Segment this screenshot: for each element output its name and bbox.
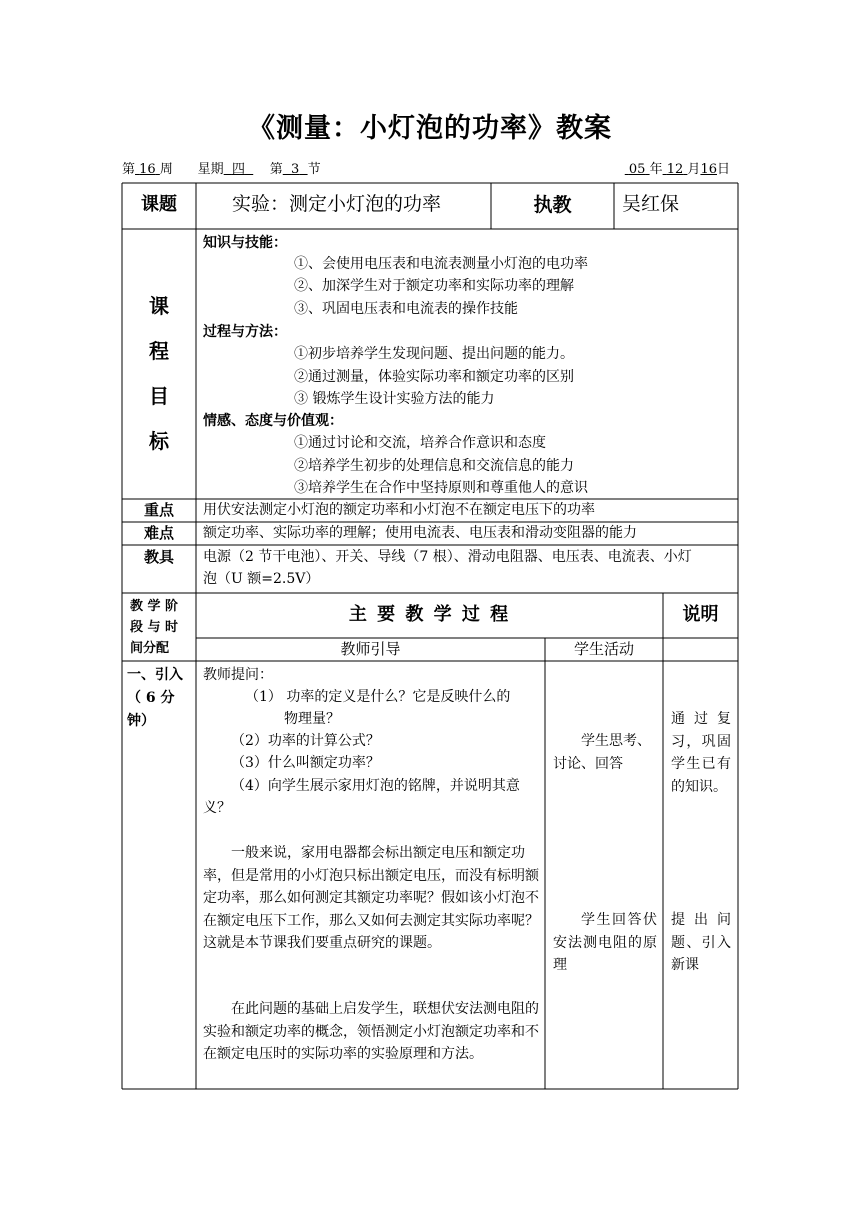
week-prefix: 第 [122,162,136,177]
weekday-value: 四 [231,162,245,177]
objective-heading-knowledge: 知识与技能： [203,235,287,251]
main-process-title: 主 要 教 学 过 程 [348,604,511,625]
objective-item: ③、巩固电压表和电流表的操作技能 [294,301,518,317]
teacher-label: 执教 [533,194,572,216]
teacher-name: 吴红保 [622,193,680,215]
teacher-column-header: 教师引导 [340,640,401,658]
note-1: 通过复习，巩固学生已有的知识。 [671,711,731,795]
equipment-line-2: 泡（U 额=2.5V） [203,571,320,587]
note-2: 提出问题、引入新课 [671,912,731,973]
question-4: （4）向学生展示家用灯泡的铭牌，并说明其意 [231,778,520,794]
objective-item: ①通过讨论和交流，培养合作意识和态度 [294,435,546,451]
stage-1-label: 一、引入 （ 6 分 钟） [127,667,183,729]
student-activity-1: 学生思考、讨论、回答 [553,733,651,772]
teacher-intro: 教师提问： [203,667,273,683]
equipment-line-1: 电源（2 节干电池）、开关、导线（7 根）、滑动电阻器、电压表、电流表、小灯 [203,549,692,565]
question-4-cont: 义？ [203,800,231,816]
question-2: （2）功率的计算公式？ [231,733,380,749]
difficulty-label: 难点 [143,524,174,542]
stage-header: 教 学 阶 段 与 时 间分配 [130,599,179,656]
student-activity-2: 学生回答伏安法测电阻的原理 [553,912,657,973]
question-1: （1） 功率的定义是什么？它是反映什么的 [245,689,511,705]
student-column-header: 学生活动 [573,640,634,658]
question-3: （3）什么叫额定功率？ [231,755,380,771]
question-1-cont: 物理量？ [284,711,340,727]
weekday-prefix: 星期 [197,162,224,177]
key-point-label: 重点 [143,501,174,519]
topic-label: 课题 [141,194,177,215]
objectives-label: 课 程 目 标 [149,294,169,453]
objective-item: ②通过测量，体验实际功率和额定功率的区别 [294,369,574,385]
topic-value: 实验：测定小灯泡的功率 [232,193,442,215]
difficulty-value: 额定功率、实际功率的理解；使用电流表、电压表和滑动变阻器的能力 [203,525,637,541]
objective-item: ①、会使用电压表和电流表测量小灯泡的电功率 [294,256,588,272]
period-suffix: 节 [307,162,321,177]
objective-heading-process: 过程与方法： [203,324,287,340]
lesson-date: 05 年 12 月16日 [628,162,730,177]
objective-item: ③培养学生在合作中坚持原则和尊重他人的意识 [294,480,588,496]
note-header: 说明 [682,604,719,625]
page-title: 《测量：小灯泡的功率》教案 [248,113,612,144]
week-suffix: 周 [159,162,173,177]
objective-item: ②、加深学生对于额定功率和实际功率的理解 [294,278,574,294]
teacher-paragraph-2: 在此问题的基础上启发学生，联想伏安法测电阻的实验和额定功率的概念，领悟测定小灯泡额定功率和不在额定电压时的实际功率的实验原理和方法。 [203,1001,539,1062]
week-number: 16 [139,162,156,177]
objective-item: ①初步培养学生发现问题、提出问题的能力。 [294,346,574,362]
equipment-label: 教具 [143,548,174,566]
teacher-paragraph-1: 一般来说，家用电器都会标出额定电压和额定功率，但是常用的小灯泡只标出额定电压，而没有标明额定功率，那么如何测定其额定功率呢？假如该小灯泡不在额定电压下工作，那么又如何去测定其实际功率呢？这就是本节课我们要重点研究的课题。 [203,845,539,951]
period-prefix: 第 [269,162,283,177]
objective-item: ②培养学生初步的处理信息和交流信息的能力 [294,458,574,474]
objective-item: ③ 锻炼学生设计实验方法的能力 [294,391,495,407]
period-number: 3 [291,162,300,177]
key-point-value: 用伏安法测定小灯泡的额定功率和小灯泡不在额定电压下的功率 [203,502,595,518]
objective-heading-attitude: 情感、态度与价值观： [203,413,343,429]
